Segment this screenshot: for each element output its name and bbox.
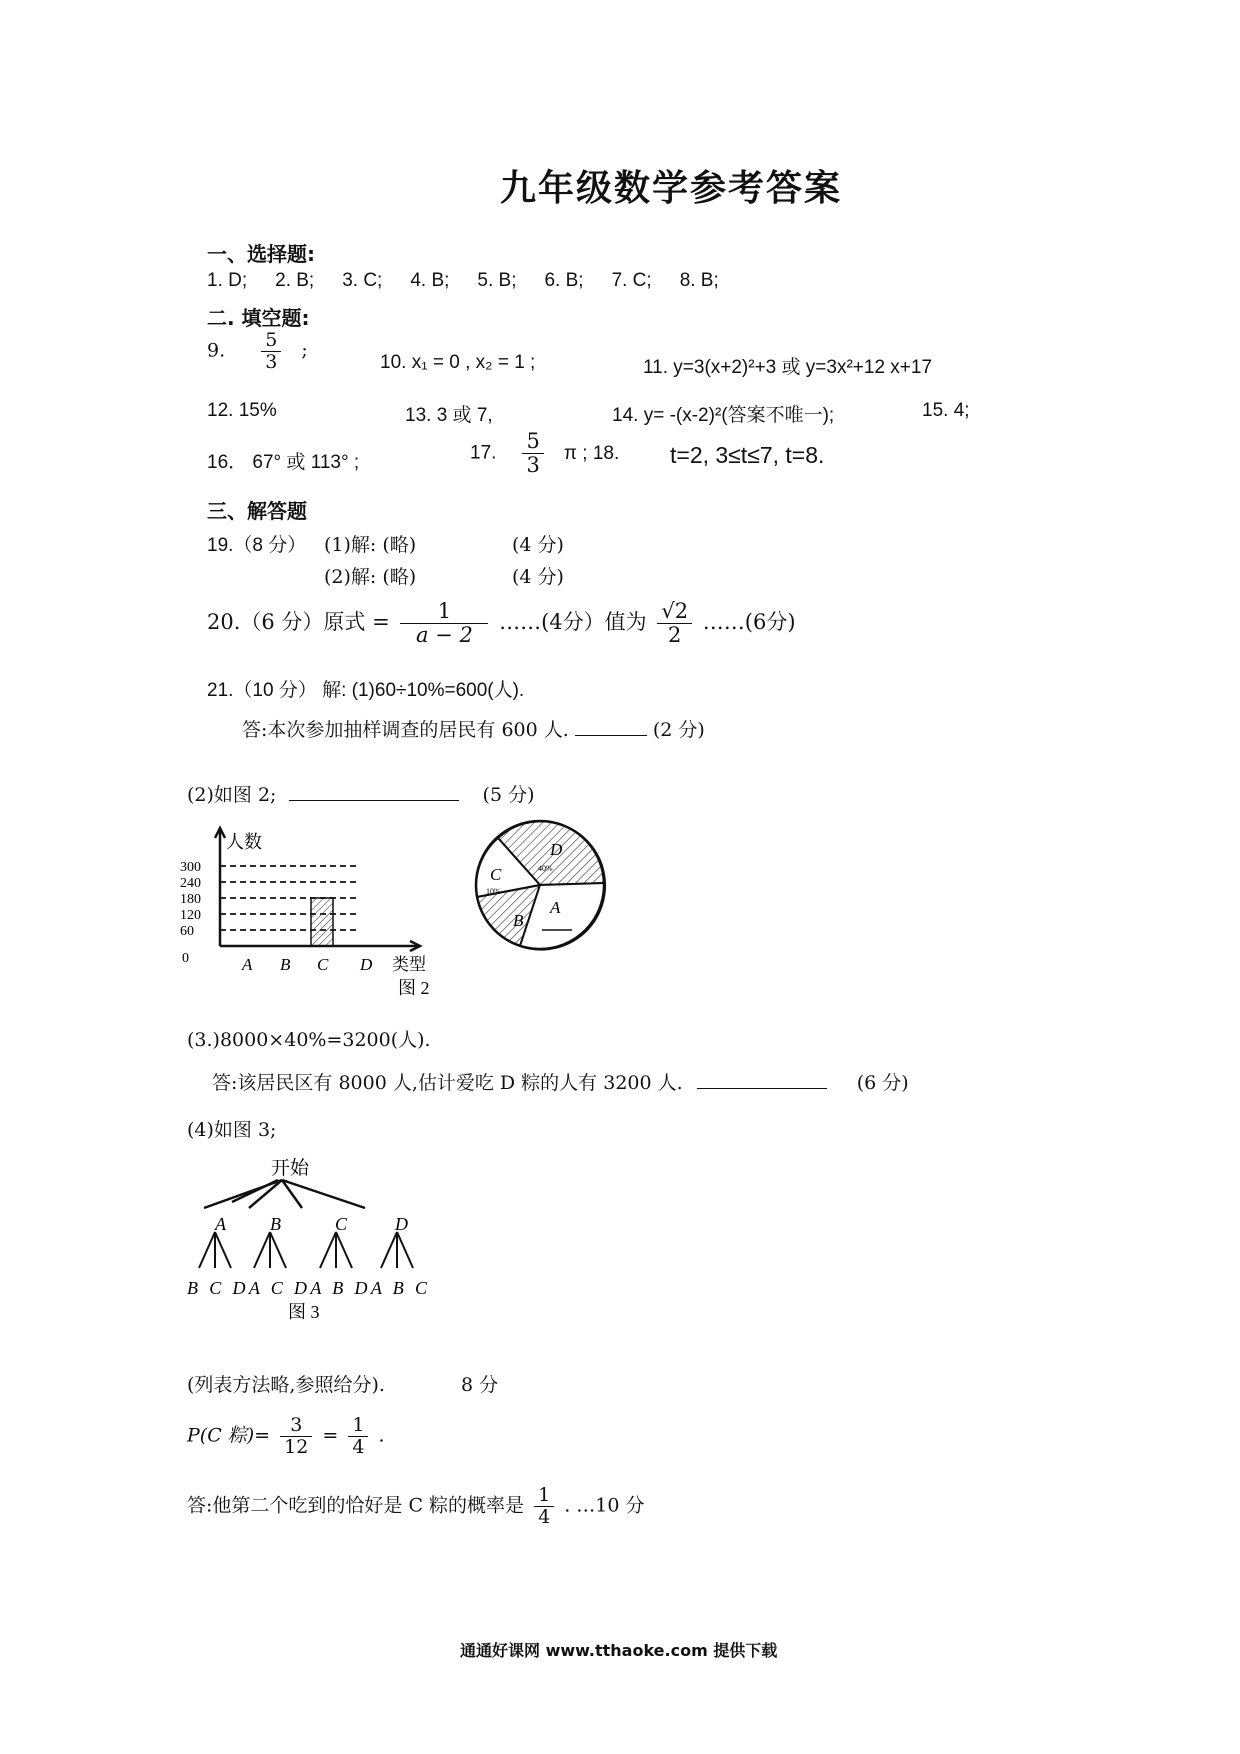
y-axis-label: 人数 [226,832,262,852]
q21-part4: (4)如图 3; [187,1119,277,1141]
q17-number: 17. [470,442,497,464]
choice-answer: 4. B; [410,270,450,291]
x-tick-label: C [317,955,329,974]
section-fill-heading: 二. 填空题: [207,306,310,330]
choice-answer: 2. B; [275,270,315,291]
q21-answer3: 答:该居民区有 8000 人,估计爱吃 D 粽的人有 3200 人. (6 分) [212,1072,909,1094]
section-choice-heading: 一、选择题: [207,242,315,266]
q17-tail: π ; 18. [563,442,620,464]
pie-label-d-pct: 40% [538,864,553,873]
prob-fraction-1: $\frac{3}{12}$ [280,1415,312,1458]
pie-label-d: D [550,840,563,859]
y-tick-label: 240 [180,876,201,891]
q21-answer1: 答:本次参加抽样调查的居民有 600 人. (2 分) [242,719,705,741]
fill-q15: 15. 4; [922,400,970,421]
pie-label-b: B [513,911,524,930]
tree-root: 开始 [271,1158,310,1179]
part2-score: (5 分) [482,784,535,806]
choice-answer: 6. B; [544,270,584,291]
section-solve-heading: 三、解答题 [207,499,307,523]
y-tick-label: 180 [180,892,201,907]
q19-score2: (4 分) [512,566,564,588]
q20-fraction: $\frac{1}{a - 2}$ [400,600,488,647]
pie-chart [470,810,620,960]
fill-q14: 14. y= -(x-2)²(答案不唯一); [612,405,835,426]
probability-line: P(C 粽)= $\frac{3}{12}$ = $\frac{1}{4}$ . [187,1414,385,1458]
x-axis-label: 类型 [392,955,426,974]
tree-caption: 图 3 [288,1302,320,1322]
q19-number: 19.（8 分） [207,535,307,556]
pie-label-a: A [550,898,561,917]
y-tick-label: 0 [182,951,189,966]
q9-tail: ; [301,339,308,362]
pie-label-c: C [490,865,502,884]
tree-node-d: D [395,1214,408,1234]
choice-answer: 8. B; [679,270,719,291]
q19-part1: (1)解: (略) [324,534,417,556]
final-fraction: $\frac{1}{4}$ [534,1485,554,1528]
y-tick-label: 120 [180,908,201,923]
q17-fraction: $\frac{5}{3}$ [522,430,543,477]
fill-q17 [470,430,619,477]
q20-tail: ……(6分) [702,610,796,635]
choice-answer: 1. D; [207,270,248,291]
answer1-score: (2 分) [652,719,705,741]
q20-prefix: 20.（6 分）原式 = [207,610,390,635]
final-answer-line: 答:他第二个吃到的恰好是 C 粽的概率是 $\frac{1}{4}$ . …10 分 [187,1484,645,1528]
q20-line [207,600,796,647]
pie-label-c-pct: 10% [486,887,501,896]
page-footer: 通通好课网 www.tthaoke.com 提供下载 [460,1641,778,1660]
bar [311,898,333,946]
tree-node-c: C [335,1214,348,1234]
choice-answer: 7. C; [611,270,652,291]
answer3-score: (6 分) [856,1072,909,1094]
tree-node-a: A [215,1214,226,1234]
page-title: 九年级数学参考答案 [500,167,843,209]
choice-answer: 3. C; [342,270,383,291]
q21-note: (列表方法略,参照给分). 8 分 [187,1374,499,1396]
answer-blank [697,1088,827,1089]
answer-blank [575,735,647,736]
tree-node-b: B [270,1214,281,1234]
bar-chart [180,808,460,1008]
fill-q18: t=2, 3≤t≤7, t=8. [670,442,825,468]
fill-q9 [207,330,308,373]
x-tick-label: D [360,955,373,974]
tree-leaves: B C DA C DA B DA B C [187,1278,427,1298]
q21-line1: 21.（10 分） 解: (1)60÷10%=600(人). [207,680,525,701]
tree-diagram [185,1150,445,1330]
q20-value-fraction: $\frac{√2}{2}$ [657,600,692,647]
y-tick-label: 60 [180,924,194,939]
choice-answers-row [207,270,719,292]
x-tick-label: B [280,955,291,974]
q21-part2: (2)如图 2; (5 分) [187,784,535,806]
q9-fraction: $\frac{5}{3}$ [261,330,281,373]
prob-fraction-2: $\frac{1}{4}$ [348,1415,368,1458]
q21-part3: (3.)8000×40%=3200(人). [187,1029,431,1051]
note-score: 8 分 [460,1374,499,1396]
q20-middle: ……(4分）值为 [499,610,647,635]
fill-q16: 16． 67° 或 113° ; [207,452,360,473]
fill-q13: 13. 3 或 7, [405,405,493,426]
fill-q12: 12. 15% [207,400,277,421]
x-tick-label: A [242,955,253,974]
choice-answer: 5. B; [477,270,517,291]
fill-q11: 11. y=3(x+2)²+3 或 y=3x²+12 x+17 [643,357,933,378]
fill-q10: 10. x₁ = 0 , x₂ = 1 ; [380,352,536,373]
q9-number: 9. [207,339,226,362]
q19-part2: (2)解: (略) [324,566,417,588]
chart-caption: 图 2 [398,978,430,998]
q19-score1: (4 分) [512,534,564,556]
y-tick-label: 300 [180,860,201,875]
answer-blank [289,800,459,801]
